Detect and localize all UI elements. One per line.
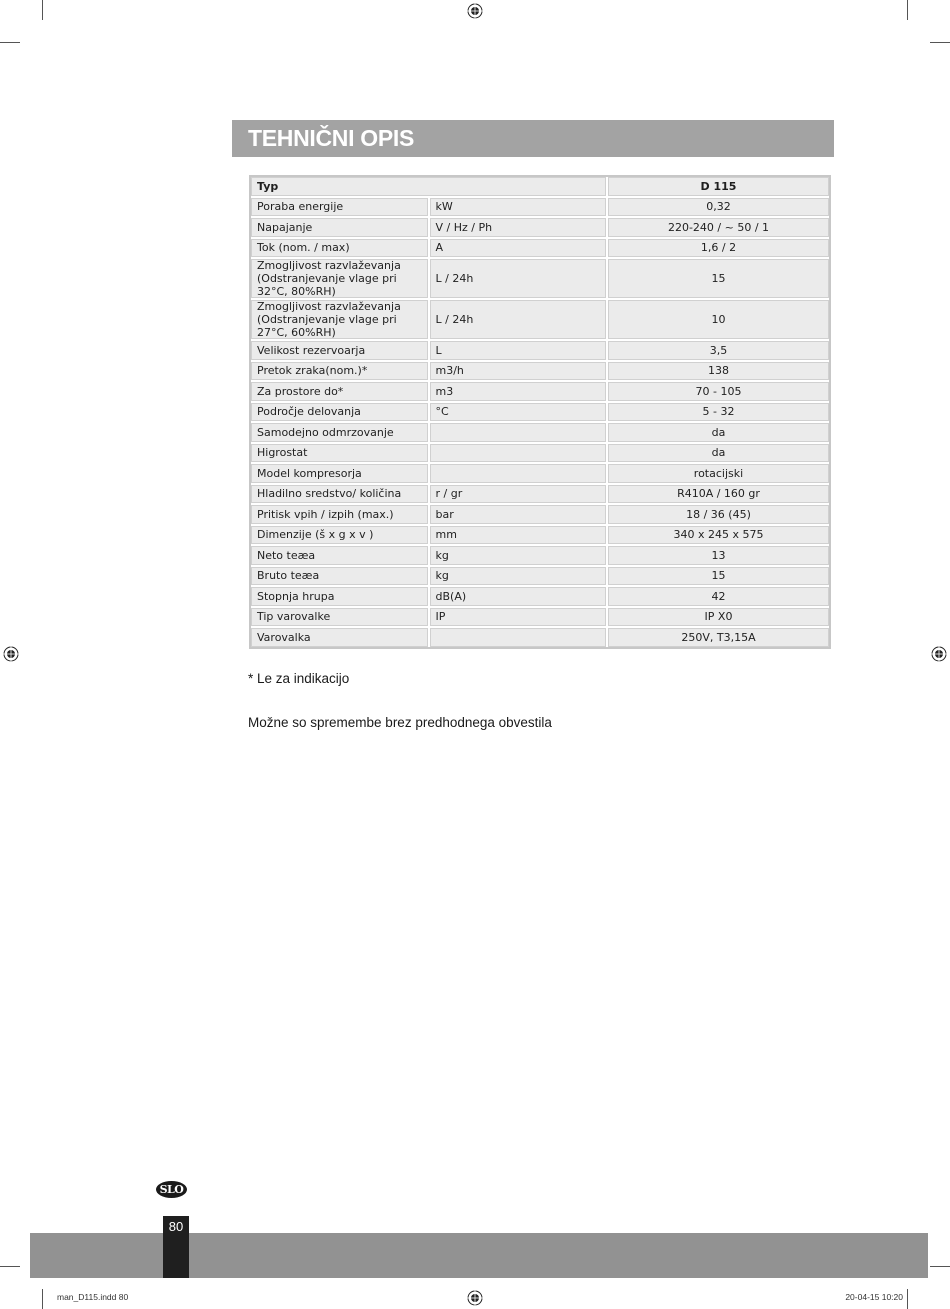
spec-label: Bruto teæa — [251, 567, 430, 588]
crop-mark — [42, 1289, 43, 1309]
spec-label: Napajanje — [251, 218, 430, 239]
spec-unit: m3 — [430, 382, 609, 403]
spec-label: Higrostat — [251, 444, 430, 465]
table-header-row — [251, 177, 829, 198]
spec-unit: kg — [430, 567, 609, 588]
table-row — [251, 505, 829, 526]
spec-value: IP X0 — [608, 608, 829, 629]
crop-mark — [0, 42, 20, 43]
spec-label: Zmogljivost razvlaževanja (Odstranjevanje vlage pri 32°C, 80%RH) — [251, 259, 430, 300]
spec-value: 15 — [608, 259, 829, 300]
header-label: Typ — [251, 177, 608, 198]
table-row — [251, 608, 829, 629]
spec-label: Samodejno odmrzovanje — [251, 423, 430, 444]
spec-value: 340 x 245 x 575 — [608, 526, 829, 547]
table-row — [251, 259, 829, 300]
table-row — [251, 239, 829, 260]
spec-unit: °C — [430, 403, 609, 424]
table-row — [251, 444, 829, 465]
table-row — [251, 567, 829, 588]
spec-value: rotacijski — [608, 464, 829, 485]
spec-label: Poraba energije — [251, 198, 430, 219]
spec-unit: dB(A) — [430, 587, 609, 608]
language-badge: SLO — [156, 1181, 187, 1198]
registration-mark-icon — [931, 646, 947, 662]
table-row — [251, 198, 829, 219]
spec-value: 250V, T3,15A — [608, 628, 829, 647]
spec-value: 1,6 / 2 — [608, 239, 829, 260]
page-number: 80 — [168, 1219, 184, 1234]
table-row — [251, 362, 829, 383]
registration-mark-icon — [3, 646, 19, 662]
spec-value: 0,32 — [608, 198, 829, 219]
table-row — [251, 341, 829, 362]
spec-unit — [430, 628, 609, 647]
spec-label: Dimenzije (š x g x v ) — [251, 526, 430, 547]
spec-value: da — [608, 423, 829, 444]
spec-value: R410A / 160 gr — [608, 485, 829, 506]
crop-mark — [0, 1266, 20, 1267]
spec-label: Tok (nom. / max) — [251, 239, 430, 260]
spec-label: Pritisk vpih / izpih (max.) — [251, 505, 430, 526]
table-row — [251, 526, 829, 547]
changes-note: Možne so spremembe brez predhodnega obvestila — [248, 715, 552, 730]
spec-label: Neto teæa — [251, 546, 430, 567]
section-title: TEHNIČNI OPIS — [248, 125, 415, 151]
spec-table — [249, 175, 831, 649]
crop-mark — [42, 0, 43, 20]
spec-label: Področje delovanja — [251, 403, 430, 424]
spec-label: Zmogljivost razvlaževanja (Odstranjevanje vlage pri 27°C, 60%RH) — [251, 300, 430, 341]
spec-label: Hladilno sredstvo/ količina — [251, 485, 430, 506]
spec-unit: kW — [430, 198, 609, 219]
spec-label: Velikost rezervoarja — [251, 341, 430, 362]
spec-value: 18 / 36 (45) — [608, 505, 829, 526]
spec-unit: A — [430, 239, 609, 260]
spec-unit: L — [430, 341, 609, 362]
table-row — [251, 300, 829, 341]
table-row — [251, 628, 829, 647]
spec-value: 3,5 — [608, 341, 829, 362]
spec-unit: IP — [430, 608, 609, 629]
crop-mark — [930, 42, 950, 43]
registration-mark-icon — [467, 1290, 483, 1306]
table-row — [251, 423, 829, 444]
spec-unit — [430, 464, 609, 485]
spec-value: 42 — [608, 587, 829, 608]
slug-date-time: 20-04-15 10:20 — [845, 1292, 903, 1302]
table-row — [251, 485, 829, 506]
table-row — [251, 403, 829, 424]
spec-unit: L / 24h — [430, 259, 609, 300]
spec-label: Za prostore do* — [251, 382, 430, 403]
spec-unit: kg — [430, 546, 609, 567]
table-row — [251, 382, 829, 403]
spec-unit — [430, 444, 609, 465]
slug-file-info: man_D115.indd 80 — [57, 1292, 129, 1302]
spec-label: Pretok zraka(nom.)* — [251, 362, 430, 383]
registration-mark-icon — [467, 3, 483, 19]
crop-mark — [907, 0, 908, 20]
spec-label: Model kompresorja — [251, 464, 430, 485]
spec-unit: r / gr — [430, 485, 609, 506]
table-row — [251, 464, 829, 485]
spec-value: 220-240 / ~ 50 / 1 — [608, 218, 829, 239]
spec-value: 5 - 32 — [608, 403, 829, 424]
section-title-bar — [232, 120, 834, 157]
spec-value: 138 — [608, 362, 829, 383]
spec-value: 13 — [608, 546, 829, 567]
header-model: D 115 — [608, 177, 829, 198]
spec-unit: bar — [430, 505, 609, 526]
spec-label: Varovalka — [251, 628, 430, 647]
spec-label: Tip varovalke — [251, 608, 430, 629]
crop-mark — [930, 1266, 950, 1267]
indication-note: * Le za indikacijo — [248, 671, 350, 686]
spec-value: 10 — [608, 300, 829, 341]
spec-unit: V / Hz / Ph — [430, 218, 609, 239]
spec-value: 15 — [608, 567, 829, 588]
table-row — [251, 218, 829, 239]
spec-unit: m3/h — [430, 362, 609, 383]
spec-unit: mm — [430, 526, 609, 547]
spec-value: 70 - 105 — [608, 382, 829, 403]
spec-label: Stopnja hrupa — [251, 587, 430, 608]
crop-mark — [907, 1289, 908, 1309]
spec-unit — [430, 423, 609, 444]
spec-unit: L / 24h — [430, 300, 609, 341]
table-row — [251, 546, 829, 567]
spec-value: da — [608, 444, 829, 465]
table-row — [251, 587, 829, 608]
